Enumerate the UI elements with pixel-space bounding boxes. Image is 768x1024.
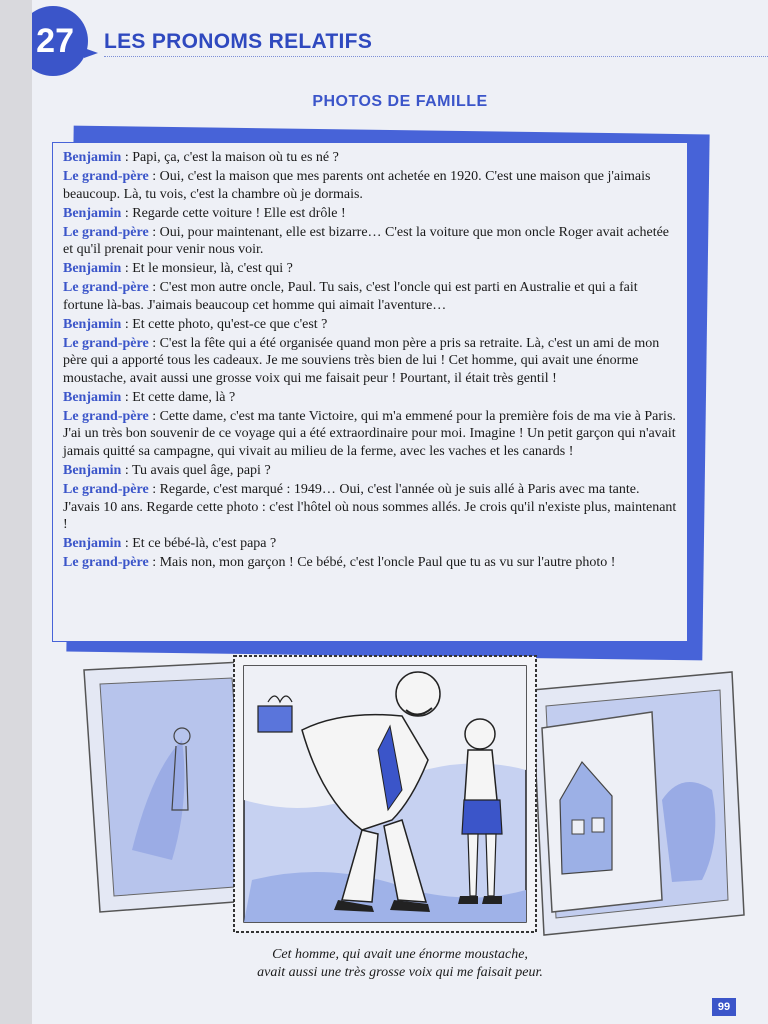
chapter-title: LES PRONOMS RELATIFS [104,30,373,53]
line-text: : Regarde cette voiture ! Elle est drôle ! [121,205,346,221]
dialogue-line [63,481,677,534]
dialogue-line [63,168,677,203]
dialogue-line [63,316,677,334]
line-text: : Regarde, c'est marqué : 1949… Oui, c'est l'année où je suis allé à Paris avec ma tante. J'avais 10 ans. Regarde cette photo : c'est l'hôtel où nous sommes allés. Je crois qu'il n'existe plus, maintenant ! [63,481,677,533]
speaker-name: Le grand-père [63,224,149,240]
line-text: : Cette dame, c'est ma tante Victoire, qui m'a emmené pour la première fois de ma vie à Paris. J'ai un très bon souvenir de ce voyage qui a été extraordinaire pour moi. Imagine ! Un petit garçon qui n'avait jamais quitté sa campagne, qui vivait au milieu de la ferme, avec les vaches et les canards ! [63,408,676,460]
textbook-page [32,0,768,1024]
chapter-title-pointer [84,48,98,58]
line-text: : Mais non, mon garçon ! Ce bébé, c'est l'oncle Paul que tu as vu sur l'autre photo ! [148,555,616,571]
dialogue-line [63,149,677,167]
caption-line: Cet homme, qui avait une énorme moustache, [272,947,528,962]
chapter-number-badge: 27 [32,6,88,76]
line-text: : Oui, pour maintenant, elle est bizarre… C'est la voiture que mon oncle Roger avait achetée et qu'il prenait pour venir nous voir. [63,224,670,258]
dialogue-line [63,224,677,259]
dialogue-box [52,142,688,642]
line-text: : Papi, ça, c'est la maison où tu es né ? [121,150,339,165]
speaker-name: Benjamin [63,463,122,478]
line-text: : Oui, c'est la maison que mes parents ont achetée en 1920. C'est une maison que j'aimais beaucoup. Là, tu vois, c'est la chambre où je dormais. [63,168,651,202]
speaker-name: Le grand-père [63,168,149,184]
caption-line: avait aussi une très grosse voix qui me faisait peur. [257,965,543,980]
speaker-name: Benjamin [63,316,122,332]
speaker-name: Le grand-père [63,481,149,497]
speaker-name: Le grand-père [63,555,149,571]
photo-main [234,656,536,932]
dialogue-line [63,408,677,461]
speaker-name: Benjamin [63,150,122,165]
line-text: : Et le monsieur, là, c'est qui ? [121,261,293,277]
dialogue-line [63,260,677,278]
speaker-name: Benjamin [63,389,122,405]
line-text: : C'est mon autre oncle, Paul. Tu sais, c'est l'oncle qui est parti en Australie et qui a fait fortune là-bas. J'aimais beaucoup cet homme qui aimait l'aventure… [63,280,638,313]
line-text: : C'est la fête qui a été organisée quand mon père a pris sa retraite. Là, c'est un ami de mon père qui a apporté tous les cadeaux. Je me souviens très bien de lui ! Cet homme, qui avait une énorme moustache, avait aussi une grosse voix qui me faisait peur ! Pourtant, il était très gentil ! [63,335,660,386]
dialogue-line [63,279,677,314]
dialogue-line [63,389,677,407]
line-text: : Tu avais quel âge, papi ? [121,463,271,478]
dialogue-line [63,335,677,388]
page-number: 99 [712,998,736,1016]
photo-right [532,672,744,935]
speaker-name: Benjamin [63,536,122,552]
family-photos-illustration [72,650,752,945]
speaker-name: Le grand-père [63,408,149,424]
line-text: : Et cette photo, qu'est-ce que c'est ? [121,316,328,332]
line-text: : Et cette dame, là ? [121,389,236,405]
illustration-caption [32,946,768,982]
speaker-name: Benjamin [63,261,122,277]
speaker-name: Le grand-père [63,280,149,296]
section-title: PHOTOS DE FAMILLE [312,93,488,110]
speaker-name: Benjamin [63,205,122,221]
speaker-name: Le grand-père [63,335,149,351]
title-rule [104,56,768,58]
dialogue-line [63,462,677,480]
dialogue-line [63,535,677,553]
dialogue-line [63,205,677,223]
line-text: : Et ce bébé-là, c'est papa ? [121,536,277,552]
dialogue-line [63,554,677,572]
